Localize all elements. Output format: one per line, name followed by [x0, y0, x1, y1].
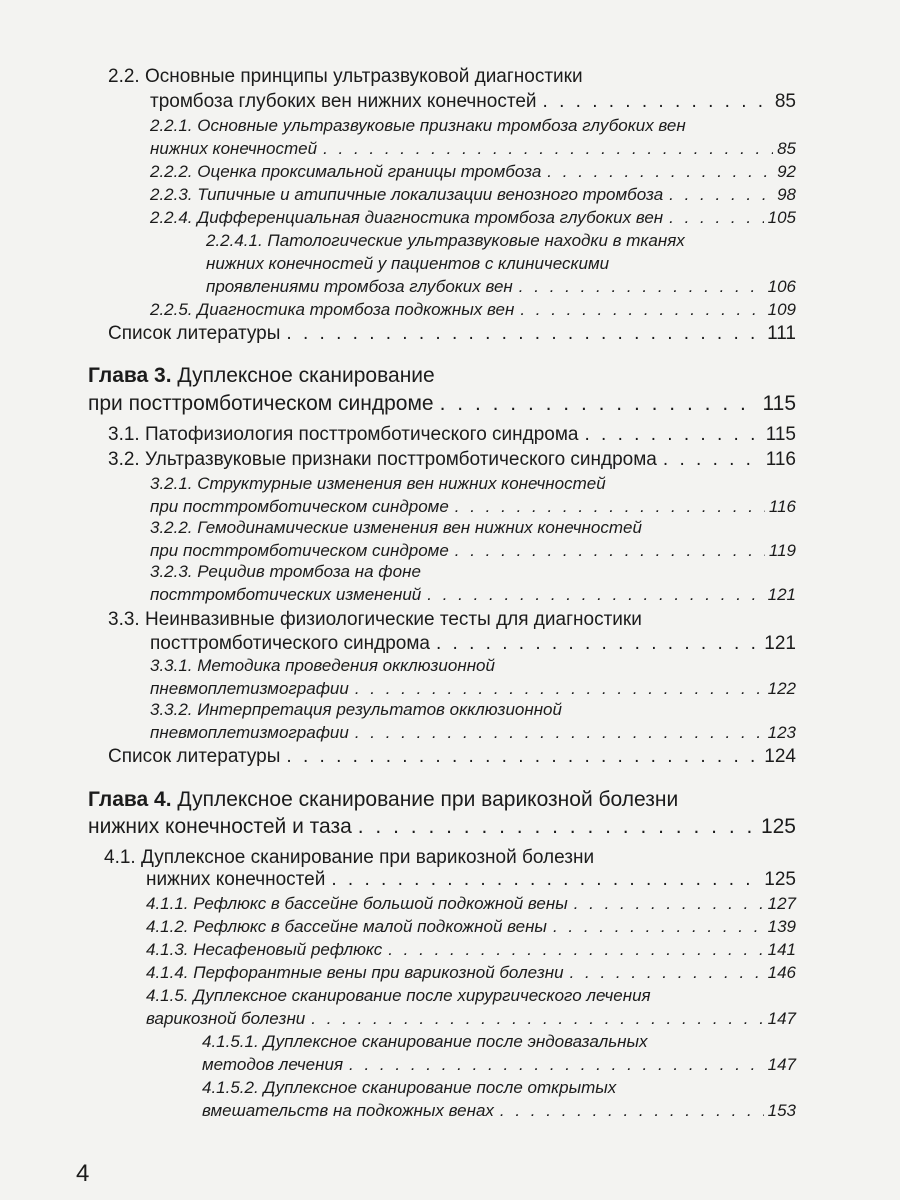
toc-entry-3-3-2[interactable]: [150, 723, 796, 743]
toc-entry-2-2-5[interactable]: [150, 300, 796, 320]
toc-title: 4.1.1. Рефлюкс в бассейне большой подкожной вены: [146, 894, 568, 913]
toc-title: 4.1.3. Несафеновый рефлюкс: [146, 940, 383, 959]
leader-dots: [455, 541, 765, 561]
toc-entry-3-3-2-line1: 3.3.2. Интерпретация результатов окклюзионной: [150, 700, 562, 719]
leader-dots: [500, 1101, 764, 1121]
toc-entry-4-1-5-1-line1: 4.1.5.1. Дуплексное сканирование после эндовазальных: [202, 1032, 648, 1051]
leader-dots: [585, 424, 762, 446]
toc-page-number: 111: [767, 323, 796, 344]
toc-title: нижних конечностей и таза: [88, 815, 352, 838]
toc-title: 2.2.5. Диагностика тромбоза подкожных вен: [150, 300, 515, 319]
toc-title: тромбоза глубоких вен нижних конечностей: [150, 91, 537, 112]
leader-dots: [543, 91, 771, 113]
toc-page-number: 125: [760, 815, 796, 838]
toc-entry-2-2-4[interactable]: [150, 208, 796, 228]
toc-page-number: 153: [767, 1101, 796, 1120]
toc-entry-4-1-5-1[interactable]: [202, 1055, 796, 1075]
leader-dots: [355, 723, 764, 743]
leader-dots: [669, 208, 763, 228]
toc-entry-2-2-2[interactable]: [150, 162, 796, 182]
toc-title: проявлениями тромбоза глубоких вен: [206, 277, 513, 296]
toc-title: при посттромботическом синдроме: [150, 497, 449, 516]
chapter-title-part: Дуплексное сканирование при варикозной болезни: [177, 788, 679, 811]
toc-page-number: 146: [767, 963, 796, 982]
leader-dots: [358, 815, 757, 839]
toc-title: нижних конечностей: [150, 139, 318, 158]
leader-dots: [455, 497, 765, 517]
toc-entry-4-1-4[interactable]: [146, 963, 796, 983]
toc-page-number: 139: [767, 917, 796, 936]
leader-dots: [427, 585, 763, 605]
toc-entry-2-2-4-1-line2: нижних конечностей у пациентов с клиническими: [206, 254, 610, 273]
leader-dots: [436, 633, 760, 655]
toc-title: Список литературы: [108, 746, 281, 767]
toc-entry-3-1[interactable]: [108, 424, 796, 446]
toc-entry-4-1-1[interactable]: [146, 894, 796, 914]
chapter-label: Глава 3.: [88, 364, 172, 387]
toc-entry-3-2-2[interactable]: [150, 541, 796, 561]
toc-title: Список литературы: [108, 323, 281, 344]
chapter-title-part: Дуплексное сканирование: [177, 364, 435, 387]
toc-entry-references-2[interactable]: [108, 746, 796, 768]
leader-dots: [547, 162, 773, 182]
leader-dots: [669, 185, 773, 205]
toc-title: нижних конечностей: [146, 869, 326, 890]
toc-chapter-4[interactable]: [88, 815, 796, 839]
toc-title: 3.2. Ультразвуковые признаки посттромботического синдрома: [108, 449, 657, 470]
toc-page-number: 115: [765, 424, 796, 445]
toc-entry-3-2-1[interactable]: [150, 497, 796, 517]
toc-chapter-4-line1: [88, 788, 678, 812]
toc-entry-3-3-1[interactable]: [150, 679, 796, 699]
leader-dots: [574, 894, 764, 914]
toc-entry-2-2-4-1-line1: 2.2.4.1. Патологические ультразвуковые находки в тканях: [206, 231, 685, 250]
toc-title: 4.1.2. Рефлюкс в бассейне малой подкожной вены: [146, 917, 547, 936]
toc-page-number: 123: [767, 723, 796, 742]
leader-dots: [286, 323, 763, 345]
toc-title: 2.2.4. Дифференциальная диагностика тромбоза глубоких вен: [150, 208, 664, 227]
toc-entry-2-2-1[interactable]: [150, 139, 796, 159]
toc-entry-4-1-5-2[interactable]: [202, 1101, 796, 1121]
toc-page-number: 109: [767, 300, 796, 319]
toc-entry-2-2-1-line1: 2.2.1. Основные ультразвуковые признаки тромбоза глубоких вен: [150, 116, 686, 135]
leader-dots: [286, 746, 760, 768]
toc-page-number: 115: [762, 392, 796, 415]
leader-dots: [388, 940, 763, 960]
leader-dots: [570, 963, 764, 983]
toc-page-number: 124: [764, 746, 796, 767]
toc-entry-3-3[interactable]: [150, 633, 796, 655]
chapter-label: Глава 4.: [88, 788, 172, 811]
toc-entry-4-1-line1: 4.1. Дуплексное сканирование при варикозной болезни: [104, 847, 595, 868]
toc-entry-2-2[interactable]: [150, 91, 796, 113]
toc-title: варикозной болезни: [146, 1009, 306, 1028]
toc-entry-2-2-line1: 2.2. Основные принципы ультразвуковой диагностики: [108, 66, 583, 87]
leader-dots: [519, 277, 764, 297]
toc-page-number: 147: [767, 1055, 796, 1074]
toc-entry-4-1-3[interactable]: [146, 940, 796, 960]
leader-dots: [349, 1055, 764, 1075]
toc-title: пневмоплетизмографии: [150, 723, 349, 742]
toc-title: 4.1.4. Перфорантные вены при варикозной болезни: [146, 963, 564, 982]
leader-dots: [553, 917, 764, 937]
toc-title: вмешательств на подкожных венах: [202, 1101, 494, 1120]
toc-entry-4-1[interactable]: [146, 869, 796, 891]
toc-title: посттромботических изменений: [150, 585, 422, 604]
toc-title: 3.1. Патофизиология посттромботического синдрома: [108, 424, 579, 445]
toc-entry-3-2-3-line1: 3.2.3. Рецидив тромбоза на фоне: [150, 562, 421, 581]
toc-page-number: 85: [777, 139, 796, 158]
toc-entry-3-2[interactable]: [108, 449, 796, 471]
toc-entry-2-2-3[interactable]: [150, 185, 796, 205]
toc-page-number: 147: [767, 1009, 796, 1028]
toc-page-number: 116: [768, 497, 796, 516]
toc-entry-3-3-line1: 3.3. Неинвазивные физиологические тесты для диагностики: [108, 609, 642, 630]
toc-chapter-3[interactable]: [88, 392, 796, 416]
toc-entry-4-1-5-line1: 4.1.5. Дуплексное сканирование после хирургического лечения: [146, 986, 651, 1005]
toc-page-number: 127: [767, 894, 796, 913]
leader-dots: [663, 449, 762, 471]
toc-page-number: 98: [777, 185, 796, 204]
leader-dots: [440, 392, 759, 416]
toc-title: 2.2.3. Типичные и атипичные локализации венозного тромбоза: [150, 185, 664, 204]
toc-page-number: 105: [767, 208, 796, 227]
toc-title: методов лечения: [202, 1055, 344, 1074]
toc-entry-references-1[interactable]: [108, 323, 796, 345]
toc-page-number: 141: [767, 940, 796, 959]
toc-title: 2.2.2. Оценка проксимальной границы тромбоза: [150, 162, 542, 181]
leader-dots: [331, 869, 760, 891]
toc-title: посттромботического синдрома: [150, 633, 430, 654]
toc-title: при посттромботическом синдроме: [150, 541, 449, 560]
leader-dots: [323, 139, 773, 159]
leader-dots: [520, 300, 763, 320]
toc-page-number: 121: [767, 585, 796, 604]
toc-entry-3-2-3[interactable]: [150, 585, 796, 605]
toc-entry-2-2-4-1[interactable]: [206, 277, 796, 297]
toc-entry-4-1-5[interactable]: [146, 1009, 796, 1029]
leader-dots: [355, 679, 764, 699]
toc-page-number: 106: [767, 277, 796, 296]
toc-page-number: 121: [764, 633, 796, 654]
toc-entry-3-2-1-line1: 3.2.1. Структурные изменения вен нижних конечностей: [150, 474, 606, 493]
toc-title: пневмоплетизмографии: [150, 679, 349, 698]
toc-entry-4-1-2[interactable]: [146, 917, 796, 937]
toc-entry-4-1-5-2-line1: 4.1.5.2. Дуплексное сканирование после открытых: [202, 1078, 617, 1097]
toc-chapter-3-line1: [88, 364, 435, 388]
leader-dots: [311, 1009, 763, 1029]
toc-title: при посттромботическом синдроме: [88, 392, 434, 415]
toc-page-number: 119: [768, 541, 796, 560]
toc-entry-3-2-2-line1: 3.2.2. Гемодинамические изменения вен нижних конечностей: [150, 518, 642, 537]
toc-page-number: 122: [767, 679, 796, 698]
page-number: 4: [76, 1160, 90, 1187]
toc-entry-3-3-1-line1: 3.3.1. Методика проведения окклюзионной: [150, 656, 495, 675]
toc-page-number: 85: [774, 91, 796, 112]
toc-page-number: 116: [765, 449, 796, 470]
toc-page-number: 125: [764, 869, 796, 890]
toc-page-number: 92: [777, 162, 796, 181]
